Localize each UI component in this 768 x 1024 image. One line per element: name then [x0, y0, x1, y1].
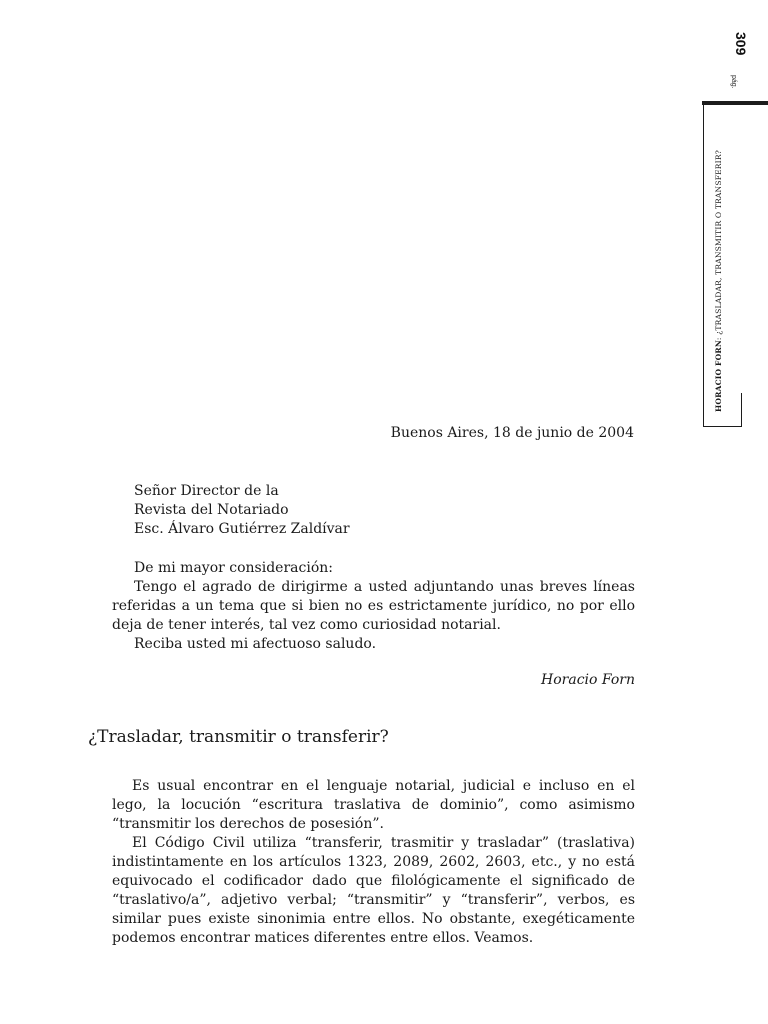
sidebar-rule-bottom [703, 426, 742, 427]
letter-recipient [134, 482, 350, 539]
recipient-line: Revista del Notariado [134, 502, 289, 518]
running-head-author: HORACIO FORN [714, 340, 723, 412]
page-label: pág. [730, 75, 737, 89]
article-body [112, 777, 635, 948]
article-title: ¿Trasladar, transmitir o transferir? [88, 727, 389, 747]
recipient-line: Señor Director de la [134, 483, 279, 499]
sidebar-rule-right [741, 393, 742, 427]
letter-salutation: De mi mayor consideración: [134, 560, 333, 576]
page-number: 309 [733, 32, 749, 56]
running-head [713, 140, 725, 412]
letter-paragraph: Tengo el agrado de dirigirme a usted adjuntando unas breves líneas referidas a un tema que si bien no es estrictamente jurídico, no por ello deja de tener interés, tal vez como curiosidad notarial. [112, 579, 635, 633]
letter-body [112, 559, 635, 654]
letter-paragraph: Reciba usted mi afectuoso saludo. [134, 636, 377, 652]
running-head-title: : ¿TRASLADAR, TRANSMITIR O TRANSFERIR? [714, 150, 723, 341]
recipient-line: Esc. Álvaro Gutiérrez Zaldívar [134, 521, 350, 537]
article-paragraph: El Código Civil utiliza “transferir, trasmitir y trasladar” (traslativa) indistintamente en los artículos 1323, 2089, 2602, 2603, etc., y no está equivocado el codificador dado que filológicamente el significado de “traslativo/a”, adjetivo verbal; “transmitir” y “transferir”, verbos, es similar pues existe sinonimia entre ellos. No obstante, exegéticamente podemos encontrar matices diferentes entre ellos. Veamos. [112, 835, 635, 946]
letter-date: Buenos Aires, 18 de junio de 2004 [390, 425, 634, 441]
letter-signature: Horacio Forn [541, 672, 635, 688]
sidebar-rule-vertical [703, 101, 704, 427]
sidebar-rule [702, 101, 768, 105]
article-paragraph: Es usual encontrar en el lenguaje notarial, judicial e incluso en el lego, la locución “escritura traslativa de dominio”, como asimismo “transmitir los derechos de posesión”. [112, 778, 635, 832]
